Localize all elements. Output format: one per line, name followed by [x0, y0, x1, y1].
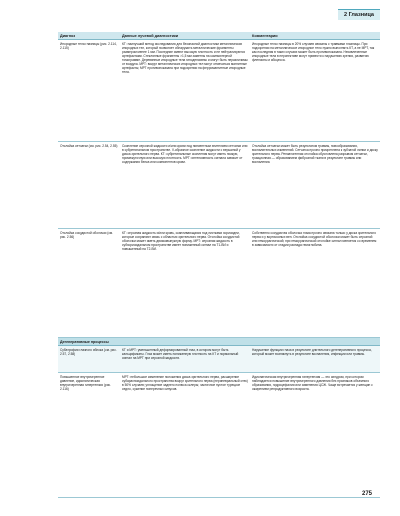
page-number: 275 [362, 491, 373, 497]
col-diagnosis-header: Диагноз [60, 33, 76, 38]
section-header: Дегенеративные процессы [58, 338, 380, 346]
differential-table [58, 32, 380, 498]
table-header [58, 32, 380, 40]
comment-cell: Идиопатическая внутричерепная гипертензия — это синдром, при котором наблюдается повышение внутричерепного давления без признаков объемного образования, гидроцефалии или изменения ЦСЖ. Чаще встречается у женщин с ожирением репродуктивного возраста. [252, 375, 373, 391]
data-cell: КТ и МРТ: уменьшенный деформированный глаз, в котором могут быть кальцификаты. Глаз может иметь пониженную плотность на КТ и нормальный сигнал на МРТ при серозной жидкости. [122, 348, 239, 360]
diagnosis-cell: Отслойка сетчатки (см. рис. 2.54, 2.55) [60, 144, 118, 148]
diagnosis-cell: Инородные тела глазницы (рис. 2.114, 2.115) [60, 42, 117, 50]
table-row [58, 373, 380, 498]
diagnosis-cell: Повышенное внутричерепное давление, идиопатическая внутричерепная гипертензия (рис. 2.116) [60, 375, 111, 391]
table-row [58, 40, 380, 142]
chapter-label: 2 Глазница [338, 9, 380, 20]
comment-cell: Нарушение функции глаза в результате длительного дегенеративного процесса, который может возникнуть в результате воспаления, инфекции или травмы. [252, 348, 372, 356]
data-cell: КТ: наилучший метод исследования для безопасной диагностики металлических инородных тел, который позволяет обнаружить металлические фрагменты размером менее 1 мм. Последние имеют высокую плотность и не нейтрализуются артефактами. Стеклянные фрагменты >1,5 мм заметны на компьютерной томограмме. Деревянные инородные тела гиподенсивны и могут быть неразличимы от воздуха. МРТ: вокруг металлических инородных тел могут отмечаться магнитные артефакты; МРТ противопоказана при подозрении на ферромагнитные инородные тела. [122, 42, 248, 74]
data-cell: КТ: серозная жидкость и/или кровь, скапливающаяся под листками хориоидеи, которые сохраняют связь с областью зрительного нерва. Отслойка сосудистой оболочки может иметь двояковыпуклую форму. МРТ: серозная жидкость в субхориоидальном пространстве имеет пониженный сигнал на T1-ВИ и повышенный на T2-ВИ. [122, 231, 240, 251]
col-data-header: Данные лучевой диагностики [122, 33, 179, 38]
table-row [58, 142, 380, 229]
col-comment-header: Комментарии [252, 33, 278, 38]
diagnosis-cell: Субатрофия глазного яблока (см. рис. 2.57, 2.58) [60, 348, 117, 356]
running-header [58, 8, 380, 20]
comment-cell: Инородные тела глазницы в 20% случаев связаны с травмами глазницы. При подозрении на металлическое инородное тело нужно выполнять КТ, а не МРТ, так как последняя в таких случаях может быть противопоказана. Неизвлеченные инородные тела в перспективе могут привести к нарушению зрения, развитию флегмоны и абсцесса. [252, 42, 375, 62]
table-row [58, 229, 380, 338]
data-cell: МРТ: небольшое изменение положения диска зрительного нерва, расширение субарахноидального пространства вокруг зрительного нерва (периневральный отек) в 50% случаев; уплощение заднего полюса склеры; частичное пустое турецкое седло, сужение поперечных синусов. [122, 375, 248, 391]
data-cell: Скопление серозной жидкости и/или крови под пигментным эпителием сетчатки или в субретинальном пространстве. V-образное скопление жидкости с вершиной у диска зрительного нерва. КТ: субретинальные скопления могут иметь низкую, промежуточную или высокую плотность. МРТ: интенсивность сигнала зависит от содержания белка или компонентов крови. [122, 144, 248, 164]
comment-cell: Собственно сосудистая оболочка глаза прочно связана только у диска зрительного нерва и у вортикозных вен. Отслойка сосудистой оболочки может быть серозной или геморрагической; при геморрагической отслойке сигнал меняется со временем в зависимости от стадии распада гемоглобина. [252, 231, 377, 247]
diagnosis-cell: Отслойка сосудистой оболочки (см. рис. 2.56) [60, 231, 114, 239]
table-row [58, 346, 380, 373]
comment-cell: Отслойка сетчатки может быть результатом травмы, новообразования, воспалительных изменений. Сетчатка прочно прикреплена к зубчатой линии и диску зрительного нерва. Регматогенная отслойка обусловлена разрывом сетчатки, тракционная — образованием фиброзной ткани в результате травмы или воспаления. [252, 144, 378, 164]
